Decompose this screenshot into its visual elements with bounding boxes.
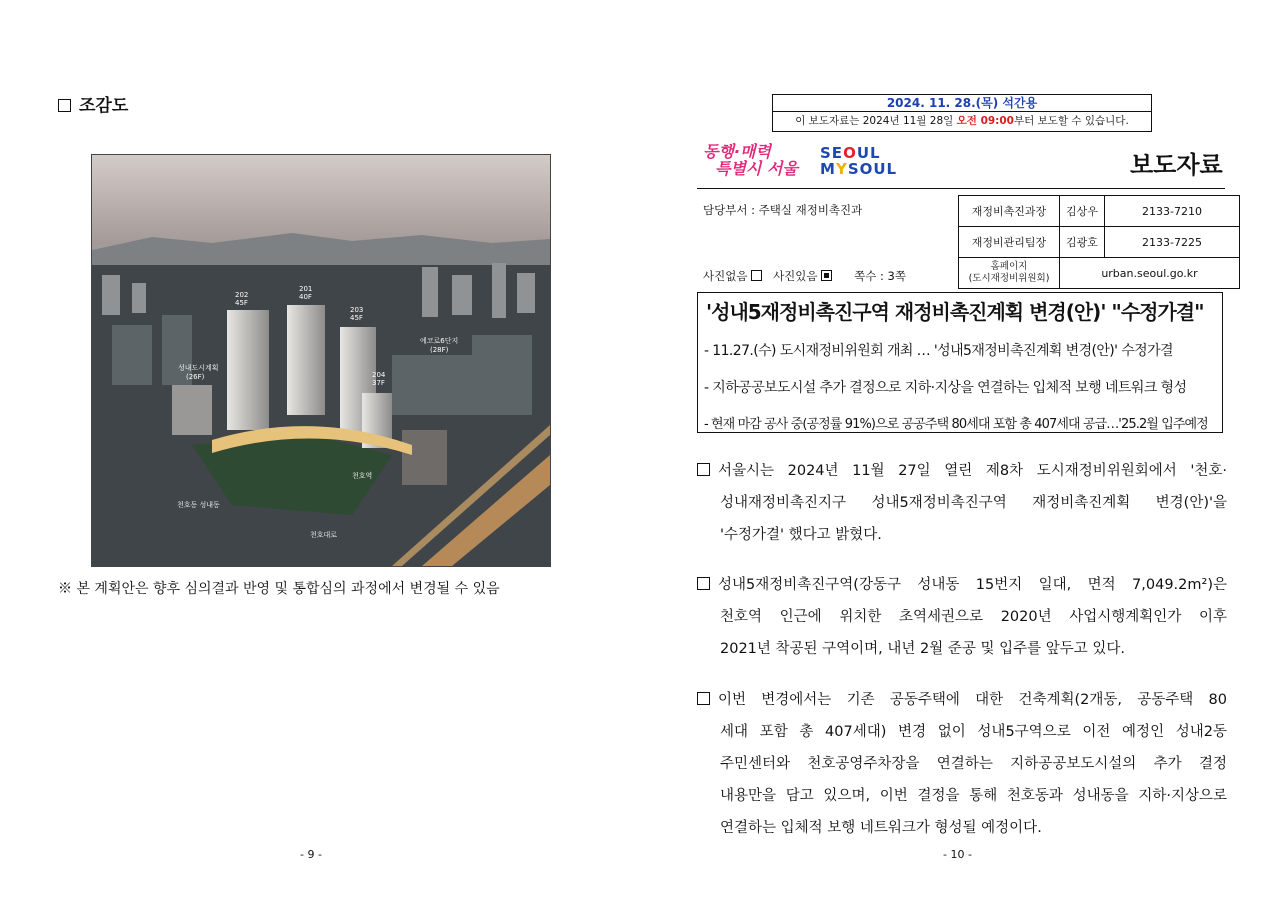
subpoint-2: - 지하공공보도시설 추가 결정으로 지하·지상을 연결하는 입체적 보행 네트워크 형성 [704, 380, 1187, 396]
svg-text:(28F): (28F) [430, 346, 449, 354]
headline: '성내5재정비촉진구역 재정비촉진계획 변경(안)' "수정가결" [706, 300, 1204, 324]
svg-text:45F: 45F [235, 299, 248, 307]
table-row: 재정비촉진과장 김상우 2133-7210 [959, 196, 1240, 227]
checkbox-square-icon [697, 692, 710, 705]
svg-text:203: 203 [350, 306, 364, 314]
svg-text:성내도시계획: 성내도시계획 [178, 364, 219, 372]
svg-text:천호동 성내동: 천호동 성내동 [177, 501, 220, 509]
svg-text:에코로6단지: 에코로6단지 [420, 337, 459, 345]
svg-text:천호대로: 천호대로 [310, 531, 338, 539]
svg-text:40F: 40F [299, 293, 312, 301]
charm-seoul-logo: 동행·매력 특별시 서울 [703, 142, 798, 178]
press-release-title: 보도자료 [1130, 151, 1223, 179]
checkbox-square-icon [58, 99, 71, 112]
checkbox-square-icon [697, 463, 710, 476]
tower-201 [287, 305, 325, 415]
left-page-number: - 9 - [300, 848, 322, 861]
checkbox-square-icon [697, 577, 710, 590]
photo-yes-checkbox-icon [821, 270, 832, 281]
table-row [959, 258, 1240, 289]
left-page-heading: 조감도 [58, 91, 128, 116]
svg-text:(26F): (26F) [186, 373, 205, 381]
paragraph-3: 이번 변경에서는 기존 공동주택에 대한 건축계획(2개동, 공동주택 80 세대 포함 총 407세대) 변경 없이 성내5구역으로 이전 예정인 성내2동 주민센터와 천호공영주차장을 연결하는 지하공공보도시설의 추가 결정 내용만을 담고 있으며, 이번 결정을 통해 천호동과 성내동을 지하·지상으로 연결하는 입체적 보행 네트워크가 형성될 예정이다. [697, 684, 1227, 844]
homepage-url[interactable]: urban.seoul.go.kr [1060, 258, 1240, 289]
paragraph-1: 서울시는 2024년 11월 27일 열린 제8차 도시재정비위원회에서 '천호· 성내재정비촉진지구 성내5재정비촉진구역 재정비촉진계획 변경(안)'을 '수정가결' 했다고 밝혔다. [697, 455, 1227, 551]
aerial-city-illustration [92, 155, 550, 566]
svg-text:201: 201 [299, 285, 313, 293]
svg-text:204: 204 [372, 371, 386, 379]
embargo-box [772, 94, 1152, 132]
svg-text:45F: 45F [350, 314, 363, 322]
contacts-table [958, 195, 1240, 289]
photo-status-line: 사진없음 사진있음 쪽수 : 3쪽 [703, 269, 906, 283]
svg-text:37F: 37F [372, 379, 385, 387]
photo-none-checkbox-icon [751, 270, 762, 281]
subpoint-1: - 11.27.(수) 도시재정비위원회 개최 … '성내5재정비촉진계획 변경(안)' 수정가결 [704, 343, 1173, 359]
header-divider [697, 188, 1225, 189]
embargo-date: 2024. 11. 28.(목) 석간용 [773, 95, 1151, 112]
table-row: 재정비관리팀장 김광호 2133-7225 [959, 227, 1240, 258]
svg-text:천호역: 천호역 [352, 472, 373, 480]
subpoint-3: - 현재 마감 공사 중(공정률 91%)으로 공공주택 80세대 포함 총 407세대 공급…'25.2월 입주예정 [704, 417, 1208, 432]
embargo-note: 이 보도자료는 2024년 11월 28일 오전 09:00부터 보도할 수 있습니다. [795, 115, 1129, 127]
homepage-label: 홈페이지 (도시재정비위원회) [959, 258, 1060, 289]
svg-text:202: 202 [235, 291, 249, 299]
aerial-render-photo [91, 154, 551, 567]
department-line: 담당부서 : 주택실 재정비촉진과 [703, 203, 863, 217]
tower-202 [227, 310, 269, 430]
seoul-my-soul-logo: SEOUL MYSOUL [820, 144, 898, 178]
left-page-note: ※ 본 계획안은 향후 심의결과 반영 및 통합심의 과정에서 변경될 수 있음 [58, 581, 500, 597]
paragraph-2: 성내5재정비촉진구역(강동구 성내동 15번지 일대, 면적 7,049.2m²)은 천호역 인근에 위치한 초역세권으로 2020년 사업시행계획인가 이후 2021년 착공된 구역이며, 내년 2월 준공 및 입주를 앞두고 있다. [697, 569, 1227, 665]
right-page-number: - 10 - [943, 848, 972, 861]
